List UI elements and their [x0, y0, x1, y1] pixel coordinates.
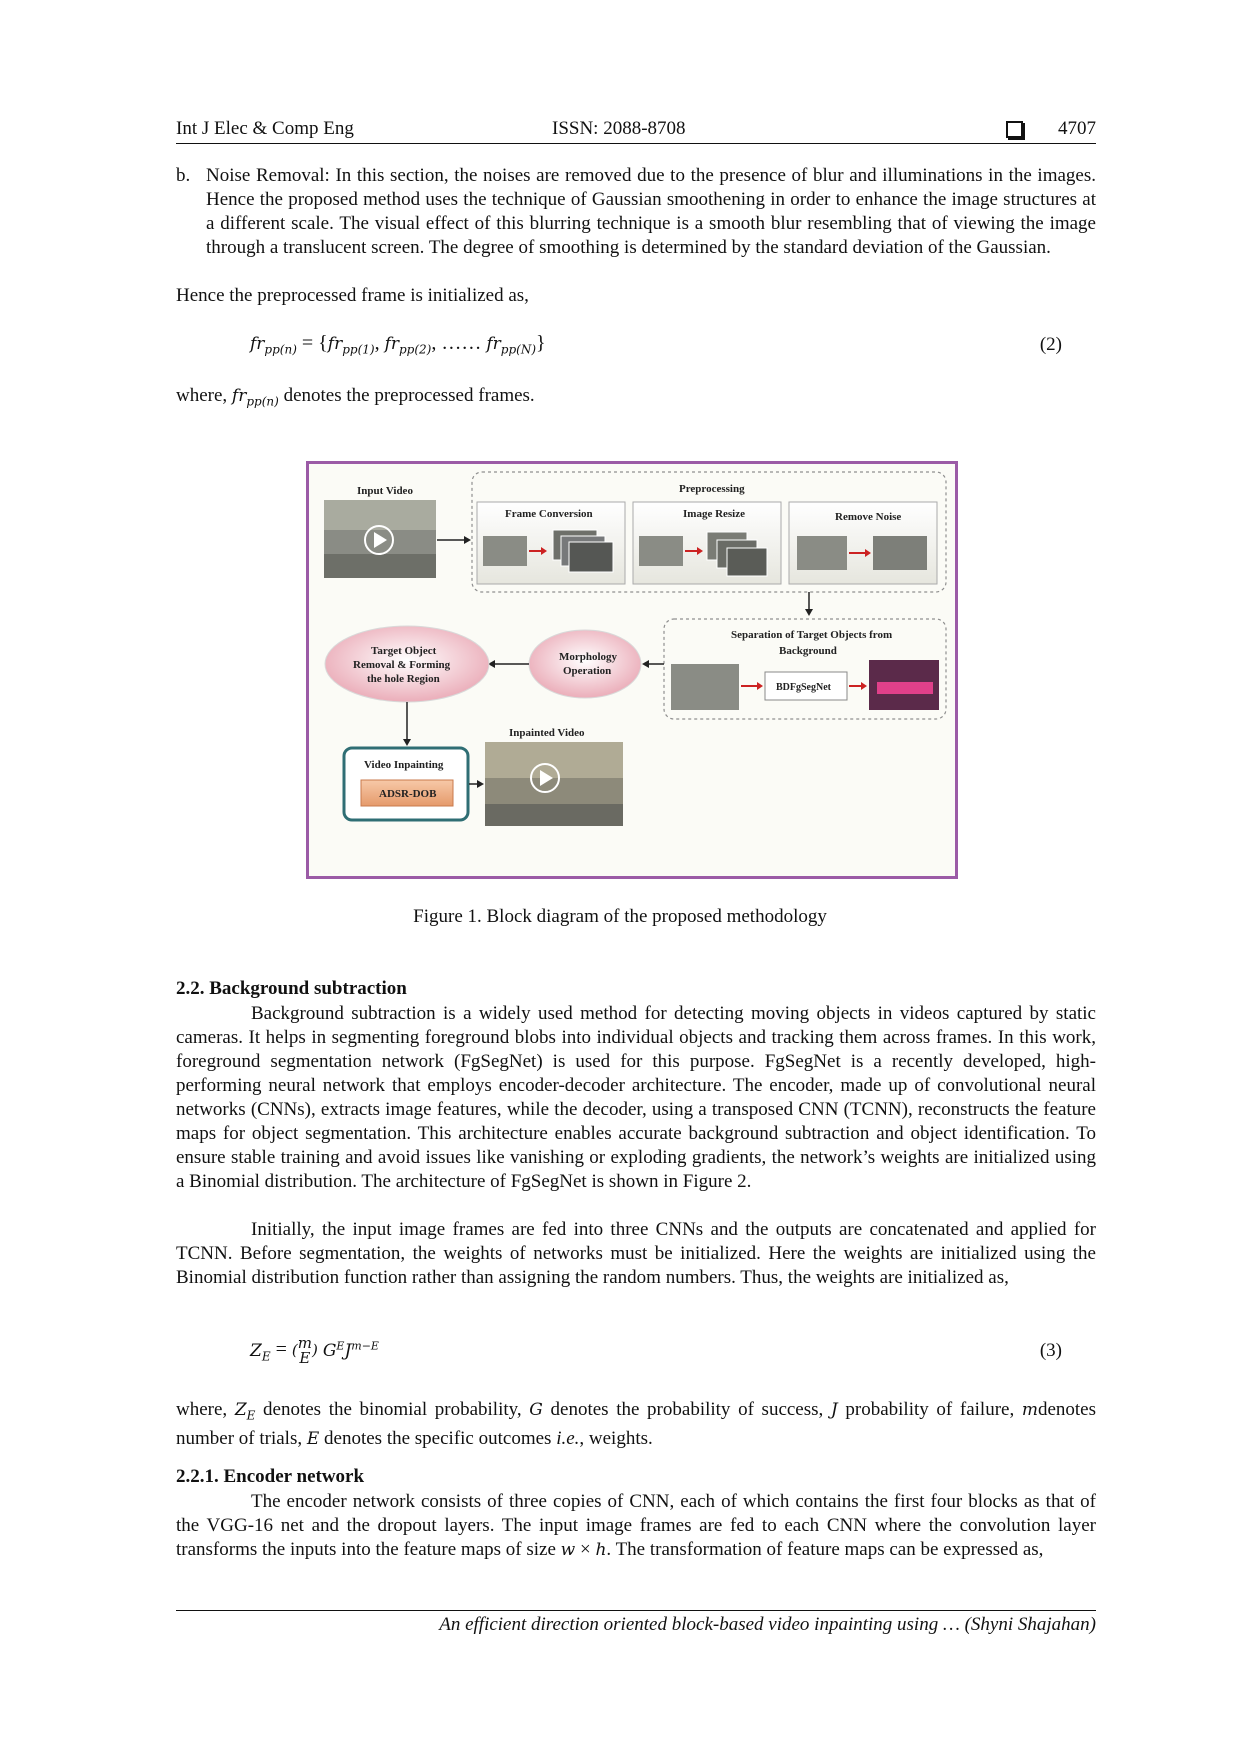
morphology-label-line1: Morphology [559, 651, 618, 663]
bdfgsegnet-label: BDFgSegNet [776, 682, 831, 693]
running-footer: An efficient direction oriented block-based video inpainting using … (Shyni Shajahan) [439, 1614, 1096, 1635]
separation-label-line2: Background [779, 645, 837, 657]
encoder-network-paragraph: The encoder network consists of three copies of CNN, each of which contains the first four blocks as that of the VGG-16 net and the dropout layers. The input image frames are fed to each CNN where the convolution layer transforms the inputs into the feature maps of size w × h. The transformation of feature maps can be expressed as, [176, 1491, 1096, 1560]
equation-2-where: where, $fr_{pp(n)}$ denotes the preprocessed frames. [176, 385, 535, 409]
background-subtraction-paragraph-2: Initially, the input image frames are fed into three CNNs and the outputs are concatenated and applied for TCNN. Before segmentation, the weights of networks must be initialized. Here the weights are initialized using the Binomial distribution function rather than assigning the random numbers. Thus, the weights are initialized as, [176, 1219, 1096, 1288]
noise-removal-item [176, 164, 1096, 260]
remove-noise-label: Remove Noise [835, 511, 902, 523]
equation-3-where: where, $Z_E$ denotes the binomial probability, G denotes the probability of success, J probability of failure, mdenotes number of trials, E denotes the specific outcomes i.e., weights. [176, 1399, 1097, 1450]
section-heading-2-2-1: 2.2.1. Encoder network [176, 1466, 365, 1487]
target-label-line3: the hole Region [367, 673, 440, 685]
background-subtraction-paragraph-1: Background subtraction is a widely used method for detecting moving objects in videos captured by static cameras. It helps in segmenting foreground blobs into individual objects and tracking them across frames. In this work, foreground segmentation network (FgSegNet) is used for this purpose. FgSegNet is a recently developed, high-performing neural network that employs encoder-decoder architecture. The encoder, made up of convolutional neural networks (CNNs), extracts image features, while the decoder, using a transposed CNN (TCNN), reconstructs the feature maps for object segmentation. This architecture enables accurate background subtraction and object identification. To ensure stable training and avoid issues like vanishing or exploding gradients, the network’s weights are initialized using a Binomial distribution. The architecture of FgSegNet is shown in Figure 2. [176, 1003, 1096, 1192]
image-resize-label: Image Resize [683, 508, 746, 520]
inpainted-video-label: Inpainted Video [509, 727, 585, 739]
preprocessing-label: Preprocessing [679, 483, 745, 495]
target-label-line2: Removal & Forming [353, 659, 451, 671]
morphology-label-line2: Operation [563, 665, 612, 677]
header-rule [176, 143, 1096, 144]
preprocessed-intro: Hence the preprocessed frame is initialized as, [176, 285, 529, 306]
figure-caption: Figure 1. Block diagram of the proposed methodology [413, 906, 827, 927]
item-label: b. [176, 165, 191, 186]
figure-block-diagram [306, 461, 958, 879]
equation-3-number: (3) [1039, 1340, 1062, 1361]
item-text: Noise Removal: In this section, the noises are removed due to the presence of blur and illuminations in the images. Hence the proposed method uses the technique of Gaussian smoothening in order to enhance the image structures at a different scale. The visual effect of this blurring technique is a smooth blur resembling that of viewing the image through a translucent screen. The degree of smoothing is determined by the standard deviation of the Gaussian. [206, 165, 1096, 258]
adsr-dob-label: ADSR-DOB [379, 788, 437, 800]
morphology-ellipse [529, 630, 641, 698]
page-number: 4707 [1058, 118, 1096, 139]
section-heading-2-2: 2.2. Background subtraction [176, 978, 407, 999]
separation-input-thumbnail [671, 664, 739, 710]
separation-label-line1: Separation of Target Objects from [731, 629, 893, 641]
issn-label: ISSN: 2088-8708 [552, 118, 686, 139]
block-diagram-svg [309, 464, 955, 876]
equation-2-number: (2) [1039, 334, 1062, 355]
journal-name: Int J Elec & Comp Eng [176, 118, 354, 139]
running-header [176, 118, 1096, 144]
input-video-label: Input Video [357, 485, 413, 497]
checkbox-icon [1006, 121, 1023, 138]
frame-conversion-label: Frame Conversion [505, 508, 593, 520]
equation-2: $fr_{pp(n)} = \{fr_{pp(1)}$, $fr_{pp(2)}$, …… $fr_{pp(N)}$} [250, 332, 546, 357]
footer-rule [176, 1610, 1096, 1611]
target-label-line1: Target Object [371, 645, 437, 657]
equation-3: $Z_E = (m$ E ) $G^EJ^{m-E}$ [250, 1334, 379, 1367]
video-inpainting-label: Video Inpainting [364, 759, 444, 771]
